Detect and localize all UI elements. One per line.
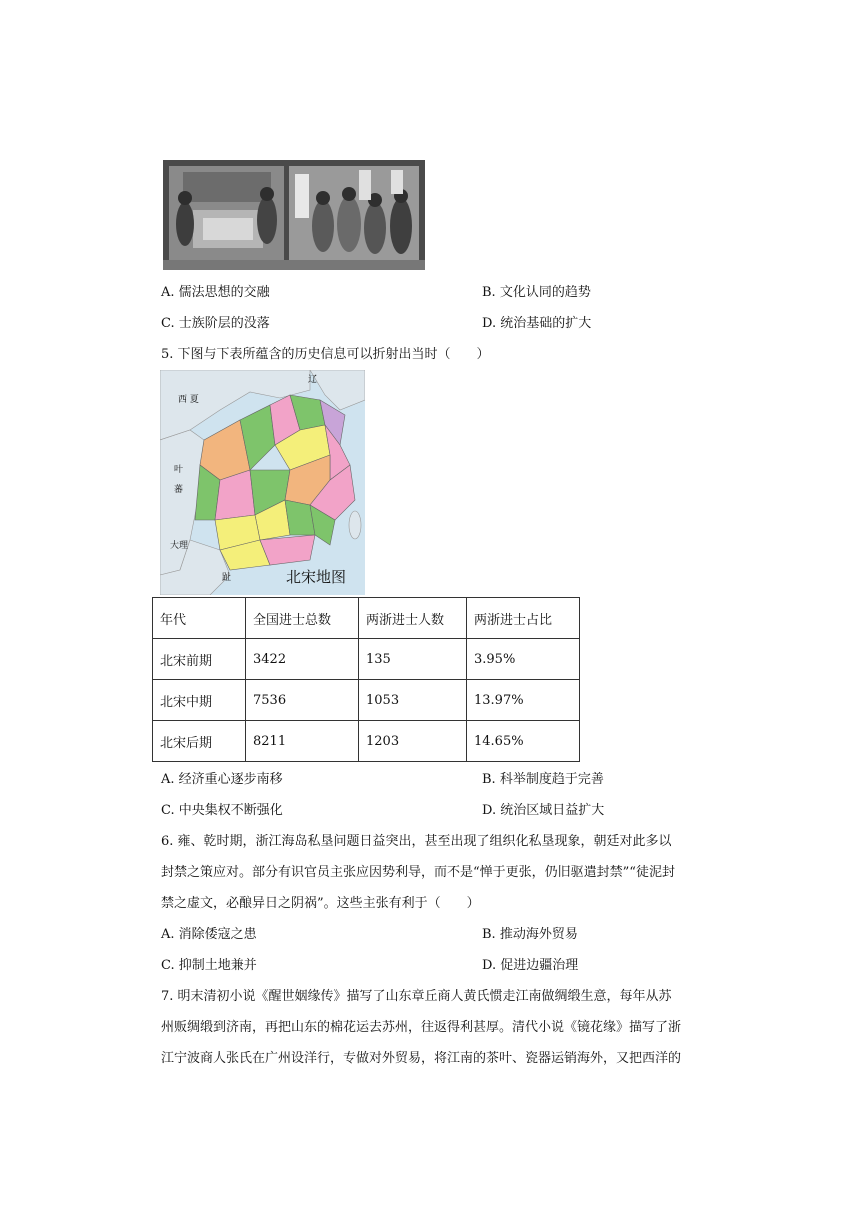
q7-line-2: 州贩绸缎到济南，再把山东的棉花运去苏州，往返得利甚厚。清代小说《镜花缘》描写了浙 [161, 1020, 682, 1035]
map-label-liao: 辽 [308, 375, 318, 385]
table-cell: 135 [359, 639, 467, 680]
table-cell: 3422 [246, 639, 359, 680]
table-cell: 13.97% [467, 680, 580, 721]
q5-option-b: B. 科举制度趋于完善 [482, 772, 604, 787]
q5-option-d: D. 统治区域日益扩大 [482, 803, 605, 818]
mural-image [163, 160, 425, 270]
table-row [153, 639, 580, 680]
q5-option-c: C. 中央集权不断强化 [161, 803, 283, 818]
table-cell: 北宋中期 [153, 680, 246, 721]
mural-illustration [163, 160, 425, 270]
map-label-zhi: 趾 [222, 573, 232, 583]
table-cell: 3.95% [467, 639, 580, 680]
table-cell: 7536 [246, 680, 359, 721]
q4-option-a: A. 儒法思想的交融 [161, 285, 270, 300]
table-cell: 8211 [246, 721, 359, 762]
map-label-xixia: 西 夏 [178, 395, 199, 405]
q6-line-2: 封禁之策应对。部分有识官员主张应因势利导，而不是“惮于更张，仍旧驱遣封禁”“徒泥封 [161, 865, 675, 880]
song-dynasty-map [160, 370, 365, 595]
q5-option-a: A. 经济重心逐步南移 [161, 772, 283, 787]
q6-option-b: B. 推动海外贸易 [482, 927, 578, 942]
table-row [153, 680, 580, 721]
table-cell: 北宋前期 [153, 639, 246, 680]
table-cell: 14.65% [467, 721, 580, 762]
q6-line-1: 6. 雍、乾时期，浙江海岛私垦问题日益突出，甚至出现了组织化私垦现象，朝廷对此多以 [161, 834, 672, 849]
table-cell: 1203 [359, 721, 467, 762]
q4-option-b: B. 文化认同的趋势 [482, 285, 591, 300]
table-header-row [153, 598, 580, 639]
q6-option-d: D. 促进边疆治理 [482, 958, 579, 973]
q4-option-c: C. 士族阶层的没落 [161, 316, 270, 331]
q7-line-3: 江宁波商人张氏在广州设洋行，专做对外贸易，将江南的茶叶、瓷器运销海外，又把西洋的 [161, 1051, 682, 1066]
q5-stem: 5. 下图与下表所蕴含的历史信息可以折射出当时（ ） [161, 347, 490, 362]
q4-option-d: D. 统治基础的扩大 [482, 316, 592, 331]
table-header-cell: 全国进士总数 [246, 598, 359, 639]
q7-line-1: 7. 明末清初小说《醒世姻缘传》描写了山东章丘商人黄氏惯走江南做绸缎生意，每年从苏 [161, 989, 672, 1004]
table-cell: 1053 [359, 680, 467, 721]
map-label-dali: 大理 [170, 541, 189, 551]
table-header-cell: 两浙进士人数 [359, 598, 467, 639]
map-label-ye: 叶 [174, 465, 184, 475]
q6-option-c: C. 抑制土地兼并 [161, 958, 257, 973]
map-title: 北宋地图 [286, 568, 347, 586]
table-row [153, 721, 580, 762]
jinshi-table [152, 597, 580, 762]
table-header-cell: 两浙进士占比 [467, 598, 580, 639]
table-header-cell: 年代 [153, 598, 246, 639]
map-label-bo: 蕃 [174, 485, 184, 495]
q6-option-a: A. 消除倭寇之患 [161, 927, 257, 942]
table-cell: 北宋后期 [153, 721, 246, 762]
q6-line-3: 禁之虚文，必酿异日之阴祸”。这些主张有利于（ ） [161, 896, 480, 911]
